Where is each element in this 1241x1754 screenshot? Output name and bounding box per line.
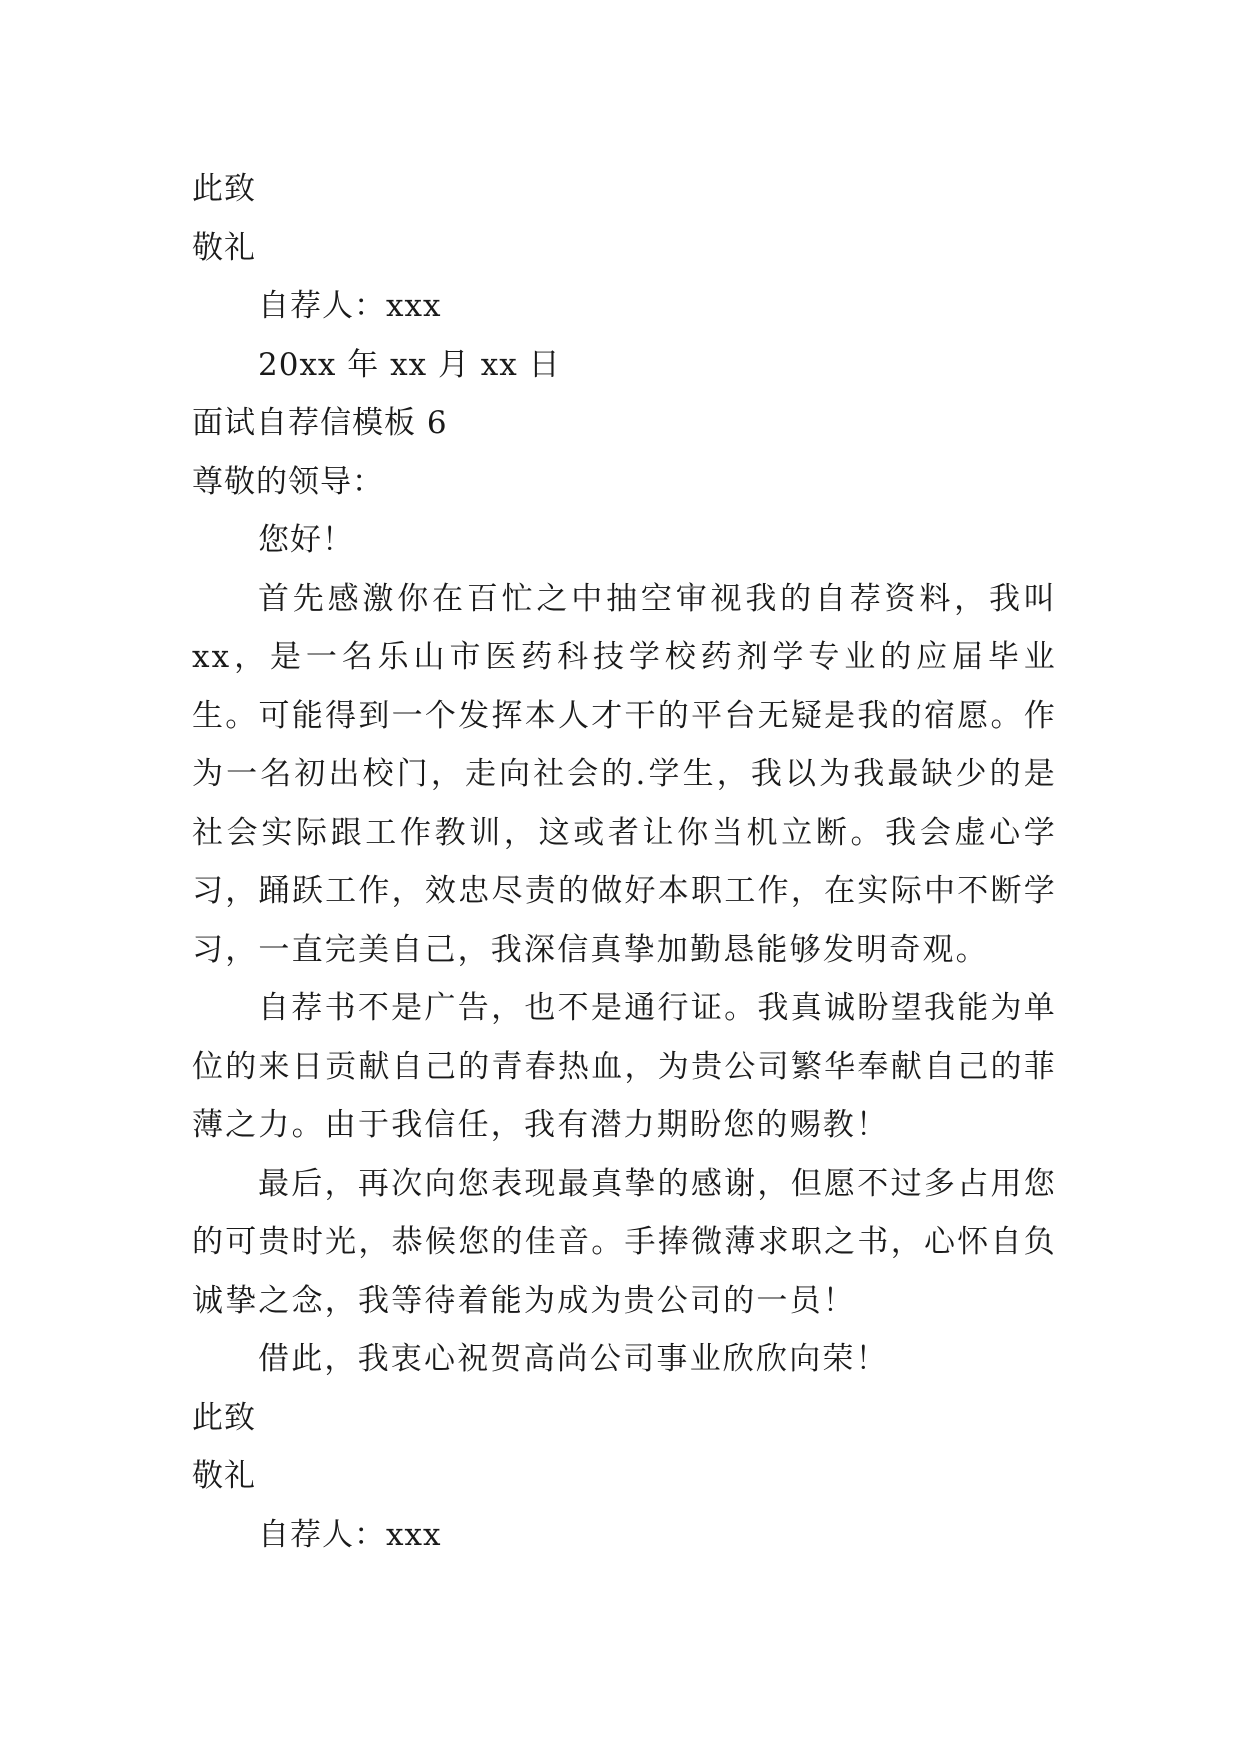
body-paragraph-4: 借此，我衷心祝贺高尚公司事业欣欣向荣！ [258, 1341, 889, 1377]
closing-line-3: 此致 [192, 1399, 256, 1436]
body-paragraph-2: 自荐书不是广告，也不是通行证。我真诚盼望我能为单位的来日贡献自己的青春热血，为贵公司繁华奉献自己的菲薄之力。由于我信任，我有潜力期盼您的赐教！ [192, 990, 1057, 1143]
body-paragraph-1: 首先感激你在百忙之中抽空审视我的自荐资料，我叫xx，是一名乐山市医药科技学校药剂学专业的应届毕业生。可能得到一个发挥本人才干的平台无疑是我的宿愿。作为一名初出校门，走向社会的.学生，我以为我最缺少的是社会实际跟工作教训，这或者让你当机立断。我会虚心学习，踊跃工作，效忠尽责的做好本职工作，在实际中不断学习，一直完美自己，我深信真挚加勤恳能够发明奇观。 [192, 580, 1057, 968]
body-paragraph-3: 最后，再次向您表现最真挚的感谢，但愿不过多占用您的可贵时光，恭候您的佳音。手捧微薄求职之书，心怀自负诚挚之念，我等待着能为成为贵公司的一员！ [192, 1165, 1057, 1319]
document-page [192, 160, 1057, 1564]
closing-line-1: 此致 [192, 171, 256, 207]
date-line: 20xx 年 xx 月 xx 日 [258, 346, 561, 383]
greeting: 您好！ [258, 522, 354, 558]
signer-line-2: 自荐人：xxx [258, 1516, 442, 1553]
closing-line-4: 敬礼 [192, 1458, 256, 1494]
closing-line-2: 敬礼 [192, 229, 256, 266]
salutation: 尊敬的领导： [192, 463, 384, 500]
section-title: 面试自荐信模板 6 [192, 405, 448, 441]
signer-line: 自荐人：xxx [258, 288, 442, 324]
